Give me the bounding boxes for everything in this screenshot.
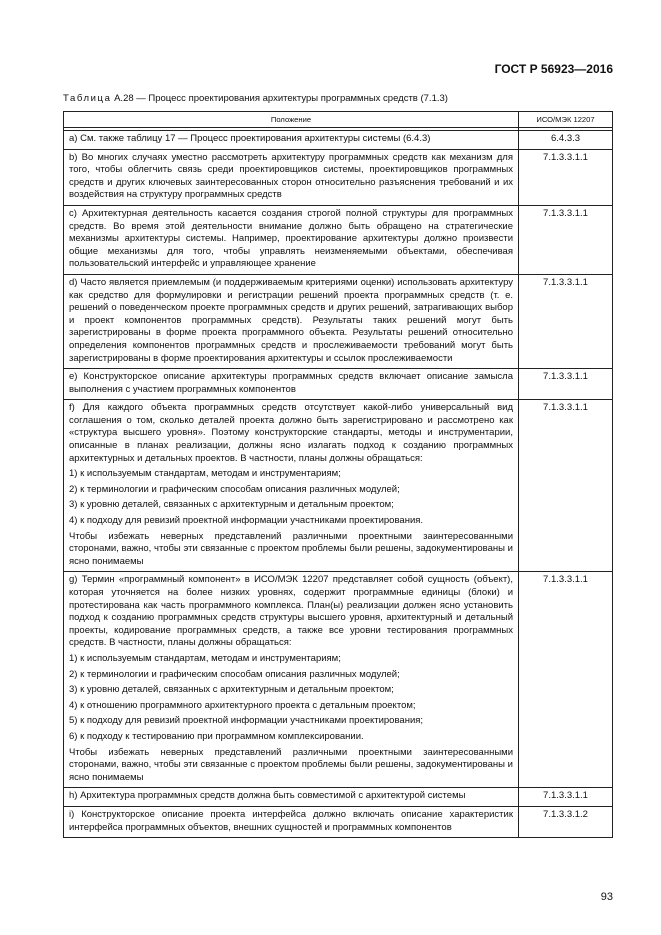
provisions-table: [63, 111, 613, 838]
column-header-provision: Положение: [64, 112, 519, 128]
iso-reference-cell: 7.1.3.3.1.1: [519, 572, 613, 788]
iso-reference-cell: 7.1.3.3.1.1: [519, 788, 613, 807]
provision-paragraph: b) Во многих случаях уместно рассмотреть архитектуру программных средств как механизм для того, чтобы облегчить связь среди проектировщиков системы, проектировщиков программных средств и других ключевых заинтересованных сторон относительно разъяснения требований и их воздействия на структуру программных средств: [69, 151, 513, 201]
iso-reference-cell: 7.1.3.3.1.2: [519, 806, 613, 837]
provision-paragraph: 1) к используемым стандартам, методам и инструментариям;: [69, 468, 341, 480]
provision-cell: [64, 806, 519, 837]
table-row: [64, 131, 613, 150]
iso-reference-cell: 7.1.3.3.1.1: [519, 369, 613, 400]
provision-cell: [64, 131, 519, 150]
document-code: ГОСТ Р 56923—2016: [494, 62, 613, 76]
caption-label: Таблица: [63, 93, 112, 104]
provision-cell: [64, 205, 519, 274]
table-header-row: [64, 112, 613, 128]
provision-cell: [64, 369, 519, 400]
table-row: [64, 806, 613, 837]
provision-paragraph: i) Конструкторское описание проекта интерфейса должно включать описание характеристик интерфейса программных объектов, внешних сущностей и программных компонентов: [69, 808, 513, 833]
provision-paragraph: c) Архитектурная деятельность касается создания строгой полной структуры для программных средств. Во время этой деятельности внимание должно быть обращено на стратегические механизмы архитектуры системы. Например, проектирование архитектуры должно произвести общие механизмы для того, чтобы управлять неизменяемыми объектами, обеспечивая пользовательский интерфейс и управляющее хранение: [69, 207, 513, 270]
provision-paragraph: 4) к отношению программного архитектурного проекта с детальным проектом;: [69, 699, 416, 711]
provision-cell: [64, 400, 519, 572]
iso-reference-cell: 7.1.3.3.1.1: [519, 400, 613, 572]
provision-cell: [64, 149, 519, 205]
column-header-iso: ИСО/МЭК 12207: [519, 112, 613, 128]
table-row: [64, 400, 613, 572]
caption-text: А.28 — Процесс проектирования архитектуры программных средств (7.1.3): [111, 93, 448, 104]
provision-paragraph: Чтобы избежать неверных представлений различными проектными заинтересованными сторонами, важно, чтобы эти связанные с проектом проблемы были решены, задокументированы и ясно понимаемы: [69, 530, 513, 567]
provision-paragraph: 4) к подходу для ревизий проектной информации участниками проектирования.: [69, 515, 424, 527]
table-row: [64, 788, 613, 807]
provision-paragraph: 1) к используемым стандартам, методам и инструментариям;: [69, 652, 341, 664]
table-row: [64, 274, 613, 368]
provision-paragraph: g) Термин «программный компонент» в ИСО/МЭК 12207 представляет собой сущность (объект), которая уточняется на более низких уровнях, содержит программные единицы (блоки) и протестирована как часть программного комплекса. План(ы) реализации должен ясно установить подход к созданию программных средств структуры высшего уровня, архитектурный и детальный проекты, кодирование программных средств, а также все уровни тестирования программных средств. В частности, планы должны обращаться:: [69, 574, 513, 649]
table-row: [64, 205, 613, 274]
table-row: [64, 572, 613, 788]
provision-cell: [64, 572, 519, 788]
iso-reference-cell: 7.1.3.3.1.1: [519, 274, 613, 368]
provision-paragraph: e) Конструкторское описание архитектуры программных средств включает описание замысла выполнения с участием программных компонентов: [69, 371, 513, 395]
provision-paragraph: 5) к подходу для ревизий проектной информации участниками проектирования;: [69, 715, 424, 727]
provision-paragraph: 2) к терминологии и графическим способам описания различных модулей;: [69, 668, 400, 680]
provision-paragraph: h) Архитектура программных средств должна быть совместимой с архитектурой системы: [69, 790, 466, 802]
table-body: [64, 131, 613, 838]
provision-paragraph: f) Для каждого объекта программных средств отсутствует какой-либо универсальный вид соглашения о том, сколько деталей проекта должно быть зарегистрировано и рассмотрено как «структура высшего уровня». Поэтому конструкторские стандарты, методы и инструментарии, описанные в планах реализации, должны ясно излагать подход к созданию программных архитектурных и детальных проектов. В частности, планы должны обращаться:: [69, 402, 513, 464]
page-number: 93: [600, 891, 613, 903]
iso-reference-cell: 6.4.3.3: [519, 131, 613, 150]
provision-cell: [64, 274, 519, 368]
provision-paragraph: Чтобы избежать неверных представлений различными проектными заинтересованными сторонами, важно, чтобы эти связанные с проектом проблемы были решены, задокументированы и ясно понимаемы: [69, 746, 513, 783]
provision-paragraph: 3) к уровню деталей, связанных с архитектурным и детальным проектом;: [69, 499, 394, 511]
table-caption: [63, 93, 448, 104]
provision-paragraph: d) Часто является приемлемым (и поддерживаемым критериями оценки) использовать архитектуру как средство для формулировки и регистрации решений проекта программных средств (т. е. решений о поведенческом проекте программных средств и других решений, затрагивающих выбор и проект компонентов программных средств). Результаты таких решений могут быть зарегистрированы в форме проекта программного объекта. Результаты решений относительно определения компонентов программных средств и прослеживаемости требований могут быть зарегистрированы в форме проектирования архитектуры и ссылок прослеживаемости: [69, 276, 513, 364]
provision-paragraph: а) См. также таблицу 17 — Процесс проектирования архитектуры системы (6.4.3): [69, 133, 431, 144]
table-row: [64, 149, 613, 205]
provision-paragraph: 6) к подходу к тестированию при программном комплексировании.: [69, 730, 364, 742]
table-row: [64, 369, 613, 400]
provision-cell: [64, 788, 519, 807]
iso-reference-cell: 7.1.3.3.1.1: [519, 149, 613, 205]
provision-paragraph: 2) к терминологии и графическим способам описания различных модулей;: [69, 483, 400, 495]
iso-reference-cell: 7.1.3.3.1.1: [519, 205, 613, 274]
provision-paragraph: 3) к уровню деталей, связанных с архитектурным и детальным проектом;: [69, 684, 394, 696]
